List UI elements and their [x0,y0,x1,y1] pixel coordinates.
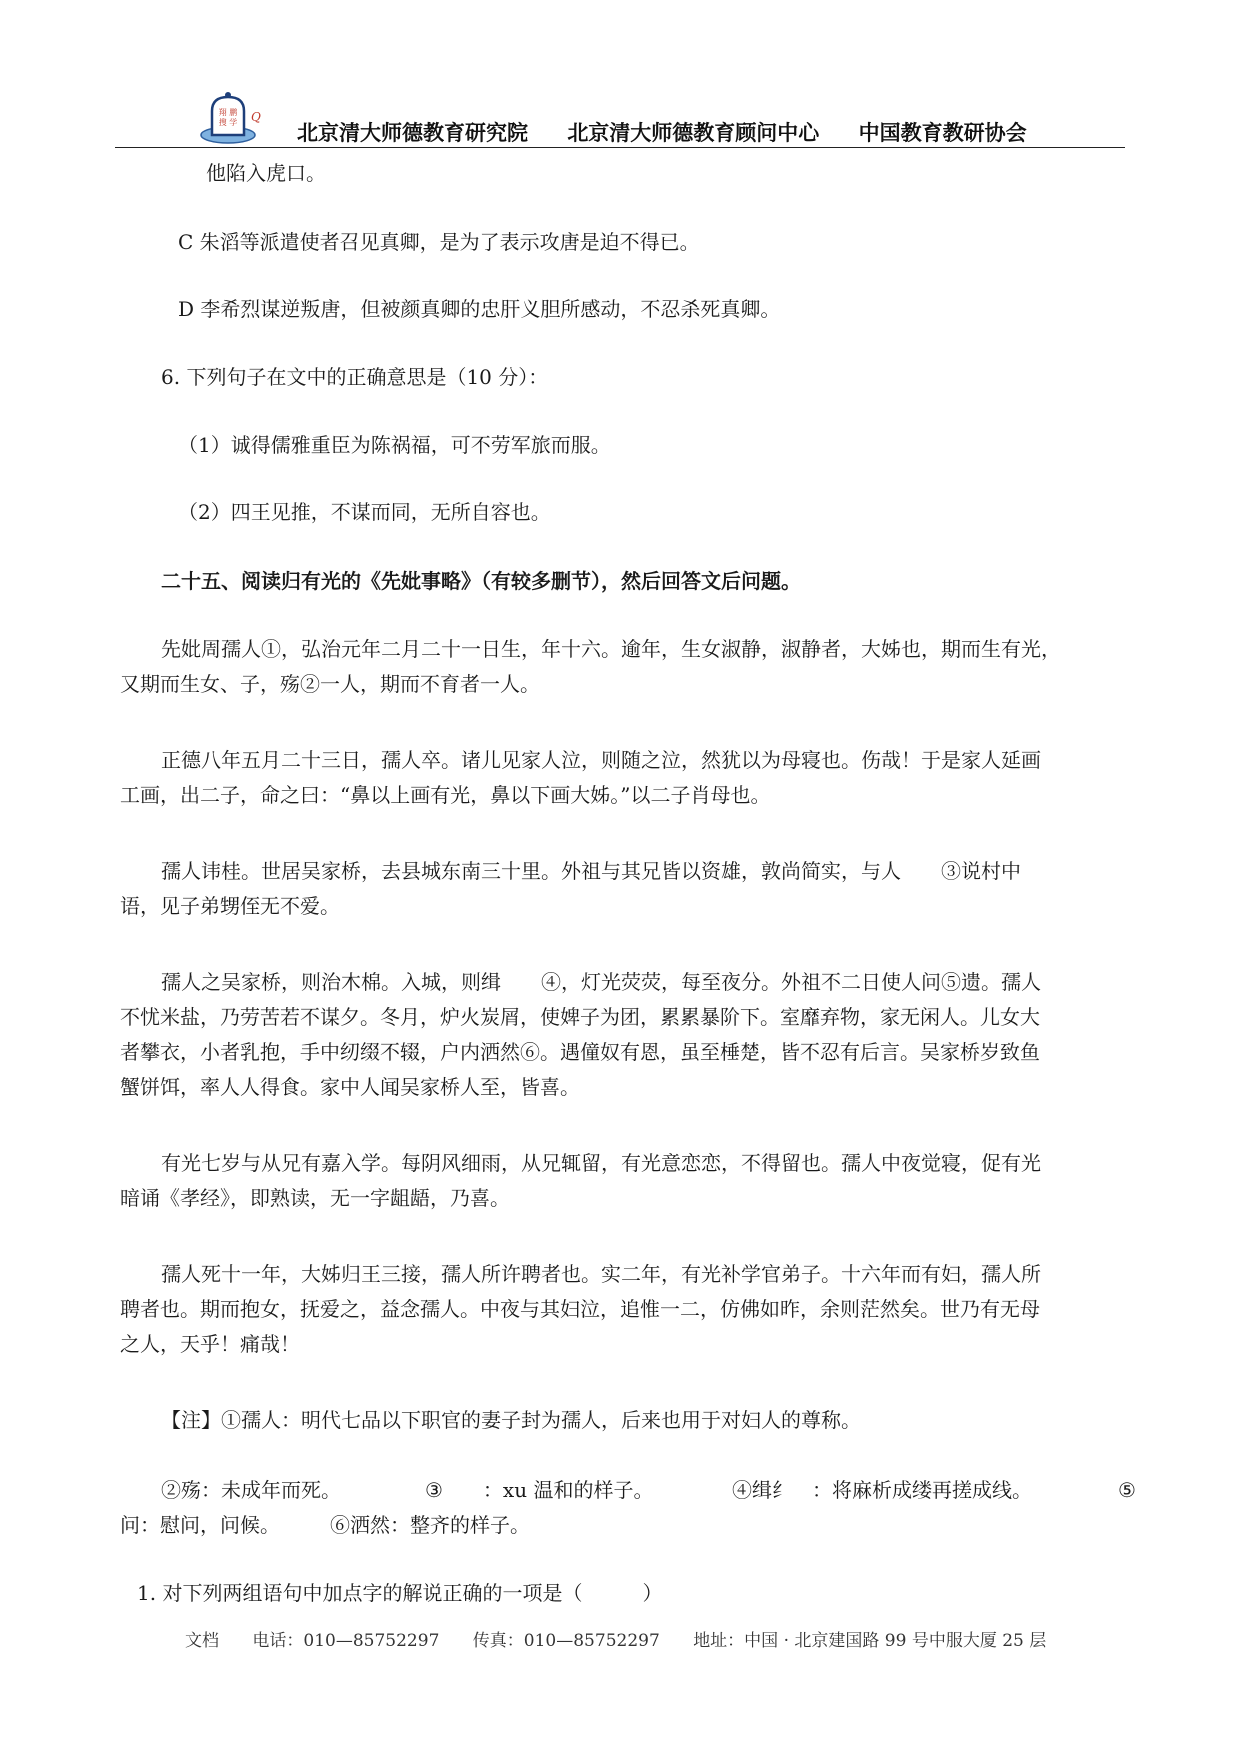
footer-fax: 传真：010—85752297 [472,1631,660,1651]
institute-logo [198,91,261,145]
annotation-item: ③ ：xu 温和的样子。 [425,1478,654,1502]
option-d: D 李希烈谋逆叛唐，但被颜真卿的忠肝义胆所感动，不忍杀死真卿。 [178,297,781,321]
passage-line: 暗诵《孝经》，即熟读，无一字龃龉，乃喜。 [120,1186,510,1210]
passage-line: 蟹饼饵，率人人得食。家中人闻吴家桥人至，皆喜。 [120,1075,580,1099]
option-c: C 朱滔等派遣使者召见真卿，是为了表示攻唐是迫不得已。 [178,230,700,254]
svg-text:翔 鹏: 翔 鹏 [218,108,238,117]
text-line: 他陷入虎口。 [206,161,326,185]
question-6-item-1: （1）诚得儒雅重臣为陈祸福，可不劳军旅而服。 [178,433,611,457]
footer-doc: 文档 [185,1631,219,1651]
question-6: 6. 下列句子在文中的正确意思是（10 分）： [161,365,549,389]
passage-line: 孺人之吴家桥，则治木棉。入城，则缉 ④，灯光荧荧，每至夜分。外祖不二日使人问⑤遗。孺人 [161,970,1041,994]
page-header [115,85,1125,148]
question-6-item-2: （2）四王见推，不谋而同，无所自容也。 [178,500,551,524]
annotation-item: ⑤ [1118,1478,1136,1502]
organization-names [297,117,1059,147]
passage-line: 孺人讳桂。世居吴家桥，去县城东南三十里。外祖与其兄皆以资雄，敦尚简实，与人 ③说村中 [161,859,1021,883]
passage-line: 正德八年五月二十三日，孺人卒。诸儿见家人泣，则随之泣，然犹以为母寝也。伤哉！于是家人延画 [161,748,1041,772]
passage-line: 聘者也。期而抱女，抚爱之，益念孺人。中夜与其妇泣，追惟一二，仿佛如昨，余则茫然矣。世乃有无母 [120,1297,1040,1321]
page-footer [185,1626,1074,1651]
svg-text:Q: Q [251,110,261,124]
footer-phone: 电话：010—85752297 [252,1631,440,1651]
org-name: 北京清大师德教育研究院 [297,121,528,145]
passage-line: 又期而生女、子，殇②一人，期而不育者一人。 [120,672,540,696]
question-1: 1. 对下列两组语句中加点字的解说正确的一项是（ ） [137,1581,663,1605]
passage-line: 工画，出二子，命之曰：“鼻以上画有光，鼻以下画大姊。”以二子肖母也。 [120,783,771,807]
passage-line: 之人，天乎！痛哉！ [120,1332,300,1356]
passage-line: 语，见子弟甥侄无不爱。 [120,894,340,918]
section-heading: 二十五、阅读归有光的《先妣事略》（有较多删节），然后回答文后问题。 [161,569,801,593]
passage-line: 先妣周孺人①，弘治元年二月二十一日生，年十六。逾年，生女淑静，淑静者，大姊也，期而生有光， [161,637,1061,661]
annotation-line: 【注】①孺人：明代七品以下职官的妻子封为孺人，后来也用于对妇人的尊称。 [161,1408,861,1432]
passage-line: 有光七岁与从兄有嘉入学。每阴风细雨，从兄辄留，有光意恋恋，不得留也。孺人中夜觉寝，促有光 [161,1151,1041,1175]
svg-text:搜 学: 搜 学 [218,118,238,127]
footer-address: 地址：中国 · 北京建国路 99 号中服大厦 25 层 [693,1631,1047,1651]
annotation-line: 问：慰问，问候。 ⑥洒然：整齐的样子。 [120,1513,530,1537]
org-name: 中国教育教研协会 [858,121,1027,145]
passage-line: 孺人死十一年，大姊归王三接，孺人所许聘者也。实二年，有光补学官弟子。十六年而有妇，孺人所 [161,1262,1041,1286]
org-name: 北京清大师德教育顾问中心 [567,121,820,145]
passage-line: 者攀衣，小者乳抱，手中纫缀不辍，户内洒然⑥。遇僮奴有恩，虽至棰楚，皆不忍有后言。吴家桥岁致鱼 [120,1040,1040,1064]
annotation-item: ④缉纟 ：将麻析成缕再搓成线。 [732,1478,1032,1502]
passage-line: 不忧米盐，乃劳苦若不谋夕。冬月，炉火炭屑，使婢子为团，累累暴阶下。室靡弃物，家无闲人。儿女大 [120,1005,1040,1029]
annotation-item: ②殇：未成年而死。 [161,1478,341,1502]
